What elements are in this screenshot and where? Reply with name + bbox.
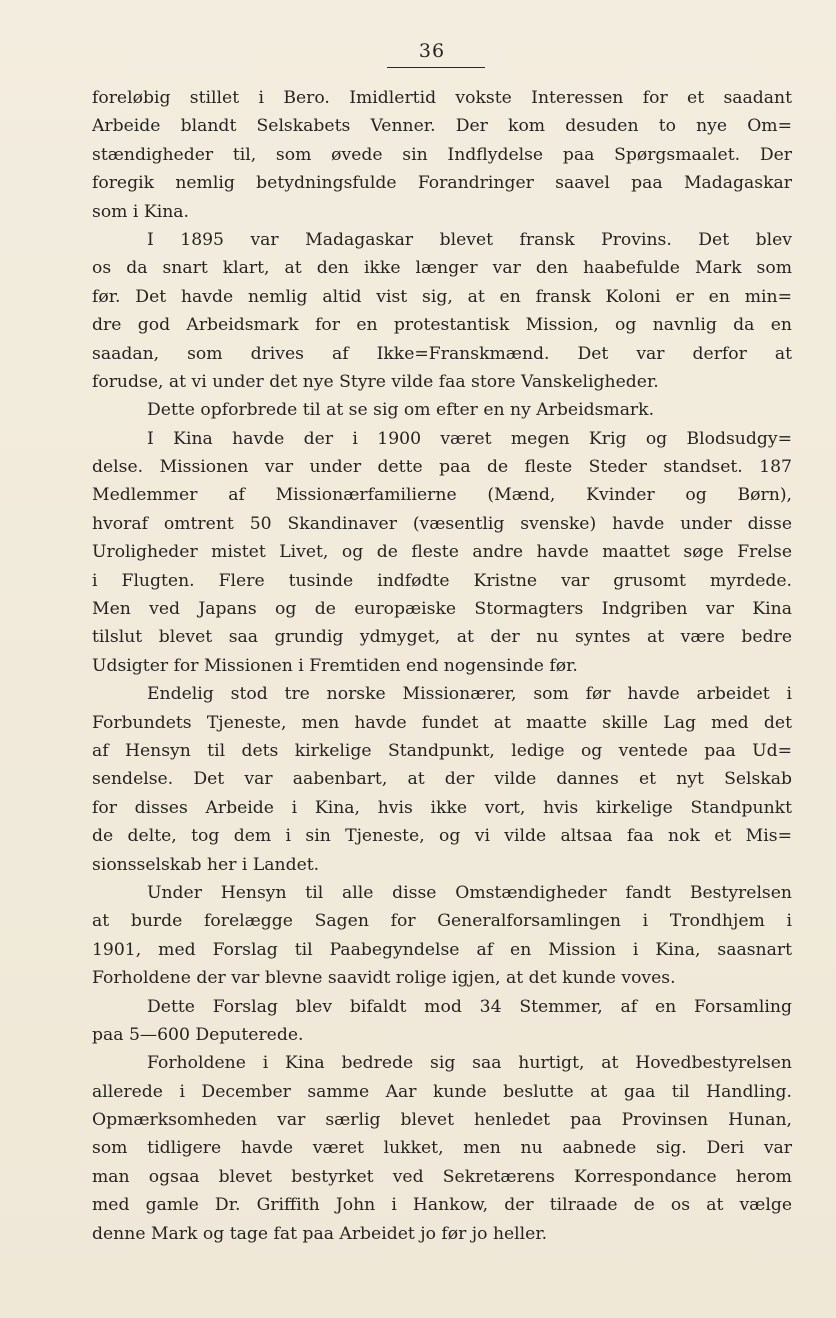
paragraph <box>92 1049 792 1248</box>
text-line: forudse, at vi under det nye Styre vilde faa store Vanskeligheder. <box>92 371 659 392</box>
text-line: de delte, tog dem i sin Tjeneste, og vi vilde altsaa faa nok et Mis= <box>92 826 792 847</box>
text-line: med gamle Dr. Griffith John i Hankow, der tilraade de os at vælge <box>92 1195 792 1216</box>
text-line: foregik nemlig betydningsfulde Forandringer saavel paa Madagaskar <box>92 173 792 194</box>
text-line: af Hensyn til dets kirkelige Standpunkt, ledige og ventede paa Ud= <box>92 740 792 761</box>
text-line: stændigheder til, som øvede sin Indflydelse paa Spørgsmaalet. Der <box>92 144 792 165</box>
text-line: i Flugten. Flere tusinde indfødte Kristne var grusomt myrdede. <box>92 570 792 591</box>
text-line: før. Det havde nemlig altid vist sig, at en fransk Koloni er en min= <box>92 286 792 307</box>
text-line: Endelig stod tre norske Missionærer, som før havde arbeidet i <box>147 684 792 705</box>
text-line: I 1895 var Madagaskar blevet fransk Provins. Det blev <box>147 229 792 250</box>
text-line: at burde forelægge Sagen for Generalforsamlingen i Trondhjem i <box>92 911 792 932</box>
text-line: Dette opforbrede til at se sig om efter en ny Arbeidsmark. <box>147 400 655 421</box>
text-line: paa 5—600 Deputerede. <box>92 1024 304 1045</box>
text-line: sionsselskab her i Landet. <box>92 854 320 875</box>
text-line: dre god Arbeidsmark for en protestantisk Mission, og navnlig da en <box>92 315 792 336</box>
paragraph <box>92 680 792 879</box>
text-line: I Kina havde der i 1900 været megen Krig og Blodsudgy= <box>147 428 792 449</box>
page-number-rule <box>387 67 485 68</box>
text-line: sendelse. Det var aabenbart, at der vilde dannes et nyt Selskab <box>92 769 792 790</box>
text-line: saadan, som drives af Ikke=Franskmænd. Det var derfor at <box>92 343 792 364</box>
text-line: hvoraf omtrent 50 Skandinaver (væsentlig svenske) havde under disse <box>92 513 792 534</box>
text-line: Udsigter for Missionen i Fremtiden end nogensinde før. <box>92 655 578 676</box>
text-line: tilslut blevet saa grundig ydmyget, at der nu syntes at være bedre <box>92 627 792 648</box>
text-line: Forbundets Tjeneste, men havde fundet at maatte skille Lag med det <box>92 712 792 733</box>
paragraph <box>92 425 792 681</box>
text-line: Forholdene i Kina bedrede sig saa hurtigt, at Hovedbestyrelsen <box>147 1053 792 1074</box>
text-line: Men ved Japans og de europæiske Stormagters Indgriben var Kina <box>92 599 792 620</box>
text-line: Dette Forslag blev bifaldt mod 34 Stemmer, af en Forsamling <box>147 996 792 1017</box>
text-line: 1901, med Forslag til Paabegyndelse af en Mission i Kina, saasnart <box>92 939 792 960</box>
text-line: denne Mark og tage fat paa Arbeidet jo før jo heller. <box>92 1223 548 1244</box>
text-line: allerede i December samme Aar kunde beslutte at gaa til Handling. <box>92 1081 792 1102</box>
text-line: Opmærksomheden var særlig blevet henledet paa Provinsen Hunan, <box>92 1110 792 1131</box>
paragraph <box>92 396 792 424</box>
paragraph <box>92 226 792 396</box>
text-line: Uroligheder mistet Livet, og de fleste andre havde maattet søge Frelse <box>92 542 792 563</box>
text-line: for disses Arbeide i Kina, hvis ikke vort, hvis kirkelige Standpunkt <box>92 797 792 818</box>
text-line: os da snart klart, at den ikke længer var den haabefulde Mark som <box>92 258 792 279</box>
text-line: som tidligere havde været lukket, men nu aabnede sig. Deri var <box>92 1138 792 1159</box>
text-line: delse. Missionen var under dette paa de fleste Steder standset. 187 <box>92 457 792 478</box>
text-line: Medlemmer af Missionærfamilierne (Mænd, Kvinder og Børn), <box>92 485 792 506</box>
text-line: Forholdene der var blevne saavidt rolige igjen, at det kunde voves. <box>92 968 676 989</box>
text-line: man ogsaa blevet bestyrket ved Sekretærens Korrespondance herom <box>92 1166 792 1187</box>
body-text <box>92 84 792 1248</box>
paragraph <box>92 993 792 1050</box>
text-line: Under Hensyn til alle disse Omstændigheder fandt Bestyrelsen <box>147 882 792 903</box>
paragraph <box>92 84 792 226</box>
page-number: 36 <box>418 40 446 62</box>
text-line: som i Kina. <box>92 201 190 222</box>
text-line: foreløbig stillet i Bero. Imidlertid vokste Interessen for et saadant <box>92 88 792 108</box>
paragraph <box>92 879 792 993</box>
text-line: Arbeide blandt Selskabets Venner. Der kom desuden to nye Om= <box>92 116 792 137</box>
